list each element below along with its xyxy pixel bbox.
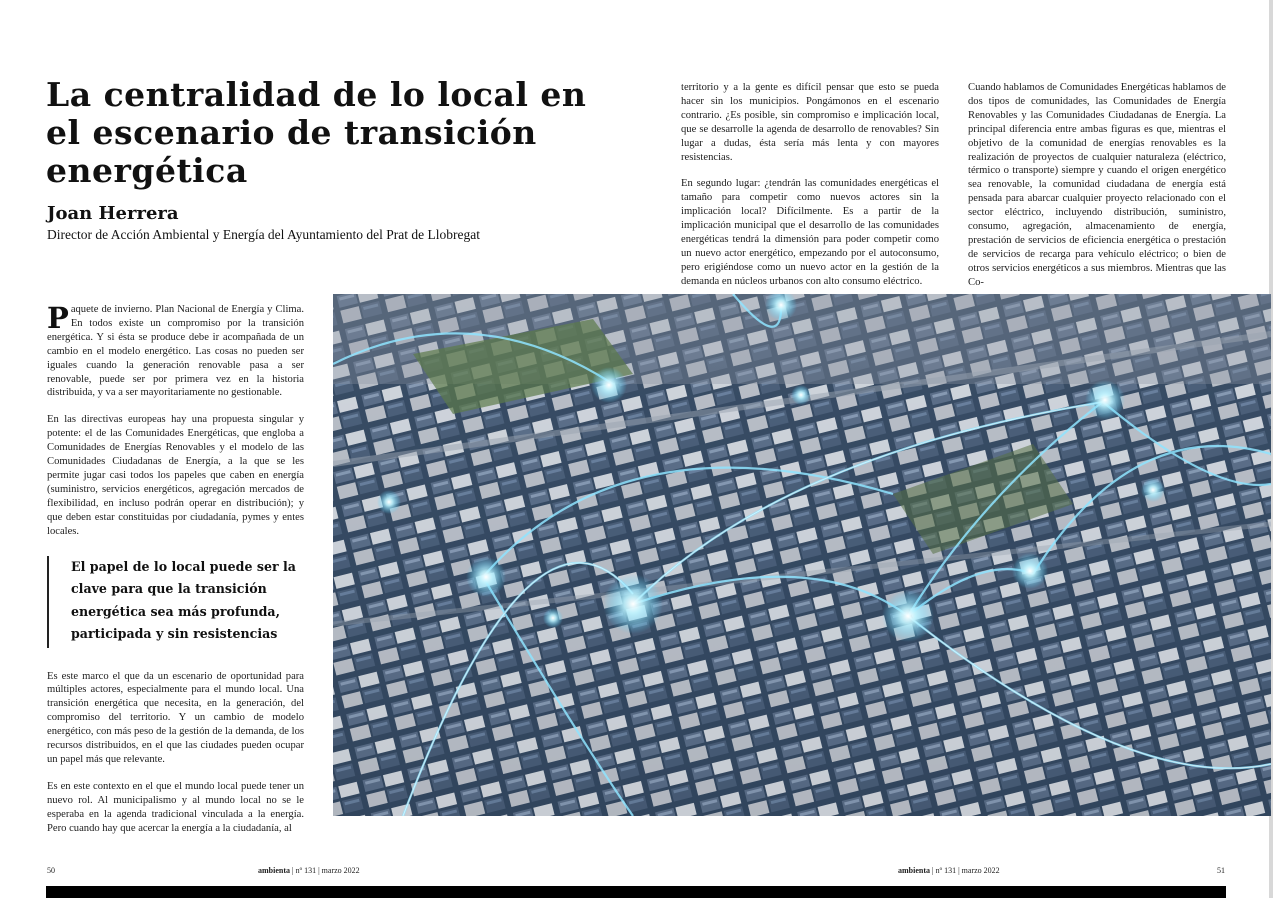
paragraph-opportunity: Es este marco el que da un escenario de oportunidad para múltiples actores, especialmente para el mundo local. Una transición energética que necesita, en la generación, del compromiso del territorio. Y un cambio de modelo energético, con más peso de la gestión de la demanda, de los recursos distribuidos, en el que las ciudades pueden ocupar un papel más que relevante.: [47, 670, 304, 765]
pull-quote: El papel de lo local puede ser la clave para que la transición energética sea más profunda, participada y sin resistencias: [47, 556, 304, 648]
smart-grid-city-photo: [333, 294, 1271, 816]
issue-info: | nº 131 | marzo 2022: [292, 866, 360, 875]
paragraph-territory: territorio y a la gente es difícil pensar que esto se pueda hacer sin los municipios. Pongámonos en el escenario contrario. ¿Es posible, sin compromiso e implicación local, que se desarrolle la agenda de desarrollo de renovables? Sin lugar a dudas, ésta sería más lenta y con mayores resistencias.: [681, 82, 939, 163]
issue-info-right: | nº 131 | marzo 2022: [932, 866, 1000, 875]
paragraph-second-place: En segundo lugar: ¿tendrán las comunidades energéticas el tamaño para competir como nuevos actores sin la implicación local? Difícilmente. Es a partir de la implicación municipal que el desarrollo de las comunidades energéticas tendrá la dimensión para poder competir como un nuevo actor energético, empezando por el autoconsumo, pero erigiéndose como un nuevo actor en la gestión de la demanda en núcleos urbanos con alto consumo eléctrico.: [681, 178, 939, 287]
author-role: Director de Acción Ambiental y Energía del Ayuntamiento del Prat de Llobregat: [47, 227, 481, 242]
right-footer-magazine: [898, 866, 1000, 875]
paragraph-context: Es en este contexto en el que el mundo local puede tener un nuevo rol. Al municipalismo y al mundo local no se le esperaba en la agenda tradicional vinculada a la energía. Pero cuando hay que acercar la energía a la ciudadanía, al: [47, 780, 304, 834]
right-column-b: [968, 81, 1226, 303]
magazine-name: ambienta: [258, 866, 290, 875]
footer-bar: [46, 886, 1226, 898]
left-footer-magazine: [258, 866, 360, 875]
article-author: Joan Herrera: [47, 203, 179, 224]
article-title: La centralidad de lo local en el escenario de transición energética: [46, 75, 587, 190]
paragraph-intro: [47, 303, 304, 400]
magazine-name-right: ambienta: [898, 866, 930, 875]
left-page-number: 50: [47, 866, 55, 875]
drop-cap: P: [47, 301, 69, 335]
left-column: [47, 303, 304, 848]
paragraph-community-types: Cuando hablamos de Comunidades Energéticas hablamos de dos tipos de comunidades, las Comunidades de Energía Renovables y las Comunidades Ciudadanas de Energía. La principal diferencia entre ambas figuras es que, mientras el objetivo de la comunidad de energías renovables es la realización de proyectos de cualquier naturaleza (eléctrico, térmico o transporte) siempre y cuando el origen energético sea renovable, la comunidad ciudadana de energía está pensada para abarcar cualquier proyecto relacionado con el sector eléctrico, incluyendo distribución, suministro, consumo, agregación, almacenamiento de energía, prestación de servicios de eficiencia energética o prestación de servicios de recarga para vehículo eléctrico; o bien de otros servicios energéticos a sus miembros. Mientras que las Co-: [968, 82, 1226, 288]
right-column-a: [681, 81, 939, 302]
paragraph-intro-text: aquete de invierno. Plan Nacional de Energía y Clima. En todos existe un compromiso por la transición energética. Y si ésta se produce debe ir acompañada de un cambio en el modelo energético. Las cosas no pueden ser iguales cuando la generación renovable pasa a ser renovable, puede ser por primera vez en la historia distribuida, y va a ser mayoritariamente no gestionable.: [47, 304, 304, 399]
right-page-number: 51: [1217, 866, 1225, 875]
paragraph-directives: En las directivas europeas hay una propuesta singular y potente: el de las Comunidades Energéticas, que engloba a Comunidades de Energías Renovables y el modelo de las Comunidades Ciudadanas de Energía, a la que se les permite jugar casi todos los papeles que caben en energía (suministro, servicios energéticos, agregación mercados de flexibilidad, en incluso podrán operar en distribución); y que deben estar constituidas por ciudadanía, pymes y entes locales.: [47, 414, 304, 537]
